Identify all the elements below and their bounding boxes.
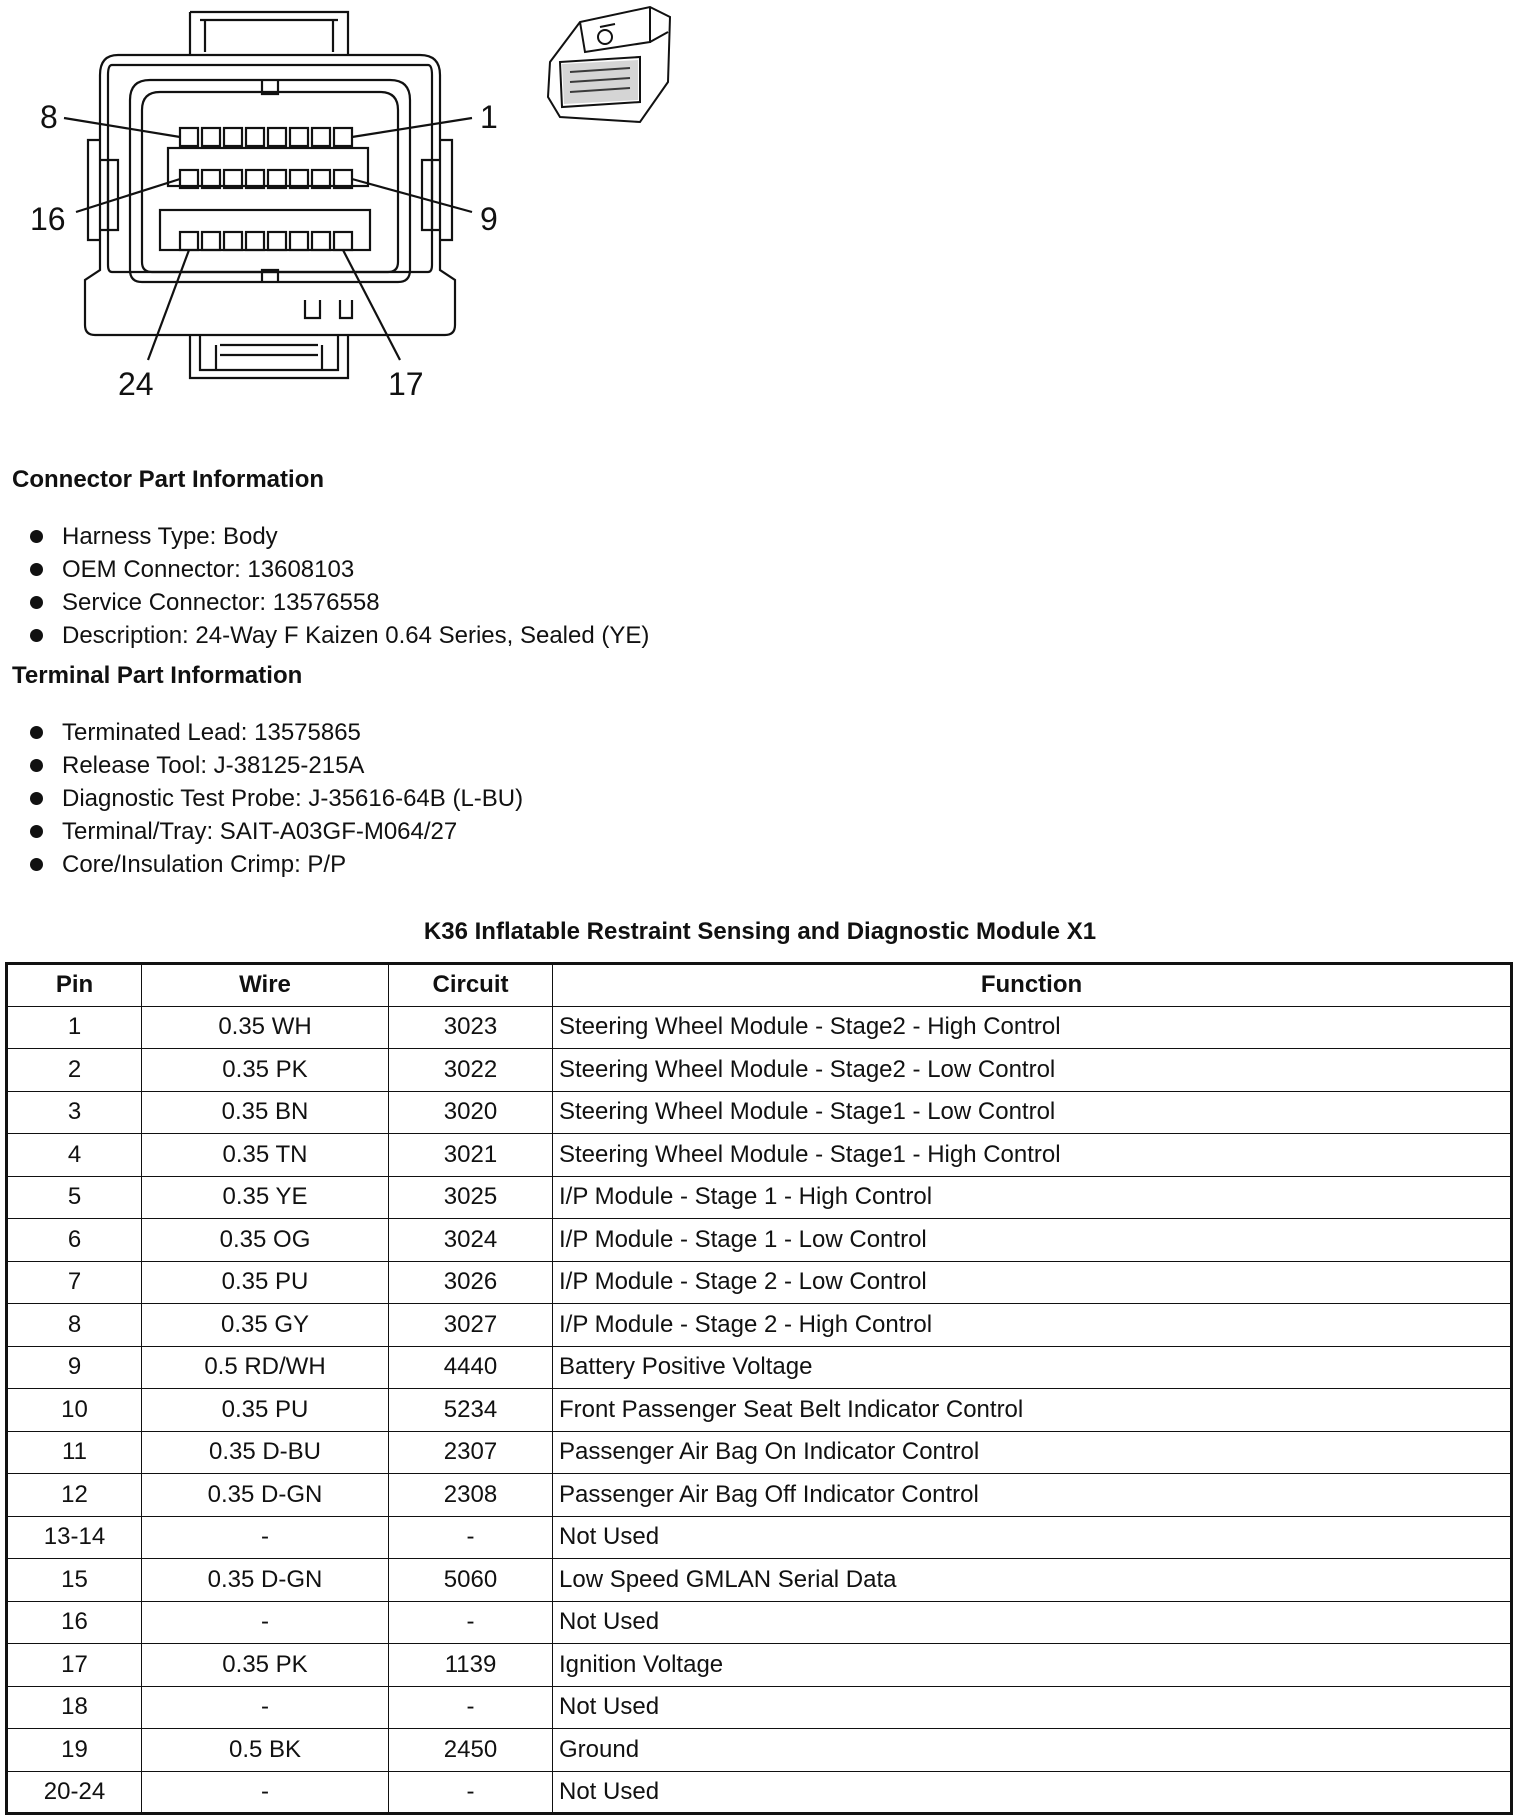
cell-circuit: 1139 [389, 1644, 553, 1687]
list-item-text: Diagnostic Test Probe: J-35616-64B (L-BU) [62, 785, 524, 812]
list-item-text: Description: 24-Way F Kaizen 0.64 Series, Sealed (YE) [62, 622, 650, 649]
cell-circuit: - [389, 1516, 553, 1559]
table-row [7, 1389, 1512, 1432]
pin-label-8: 8 [40, 99, 58, 135]
pinout-table [5, 962, 1513, 1815]
table-row [7, 1431, 1512, 1474]
cell-wire: 0.35 BN [142, 1091, 389, 1134]
cell-circuit: 2307 [389, 1431, 553, 1474]
cell-circuit: 2450 [389, 1729, 553, 1772]
cell-wire: 0.35 WH [142, 1006, 389, 1049]
cell-function: I/P Module - Stage 2 - High Control [553, 1304, 1512, 1347]
cell-wire: - [142, 1686, 389, 1729]
table-row [7, 1261, 1512, 1304]
header-wire: Wire [142, 964, 389, 1007]
pin-label-1: 1 [480, 99, 498, 135]
bullet-icon [30, 825, 43, 838]
cell-function: Ignition Voltage [553, 1644, 1512, 1687]
cell-pin: 15 [7, 1559, 142, 1602]
cell-circuit: 5060 [389, 1559, 553, 1602]
cell-function: Not Used [553, 1771, 1512, 1814]
cell-pin: 3 [7, 1091, 142, 1134]
cell-pin: 16 [7, 1601, 142, 1644]
list-item [28, 586, 649, 619]
cell-pin: 5 [7, 1176, 142, 1219]
cell-circuit: 4440 [389, 1346, 553, 1389]
list-item-text: Terminal/Tray: SAIT-A03GF-M064/27 [62, 818, 458, 845]
cell-wire: - [142, 1516, 389, 1559]
list-item [28, 619, 649, 652]
cell-function: Steering Wheel Module - Stage2 - High Control [553, 1006, 1512, 1049]
bullet-icon [30, 792, 43, 805]
list-item [28, 848, 523, 881]
cell-function: Low Speed GMLAN Serial Data [553, 1559, 1512, 1602]
cell-circuit: - [389, 1771, 553, 1814]
cell-wire: - [142, 1771, 389, 1814]
bullet-icon [30, 563, 43, 576]
cell-function: Not Used [553, 1601, 1512, 1644]
cell-function: Battery Positive Voltage [553, 1346, 1512, 1389]
cell-pin: 19 [7, 1729, 142, 1772]
connector-part-info-title: Connector Part Information [12, 466, 325, 493]
list-item [28, 815, 523, 848]
cell-circuit: 3020 [389, 1091, 553, 1134]
bullet-icon [30, 726, 43, 739]
connector-photo [540, 2, 680, 132]
cell-wire: 0.35 PK [142, 1644, 389, 1687]
cell-circuit: 3026 [389, 1261, 553, 1304]
list-item [28, 520, 649, 553]
table-row [7, 1134, 1512, 1177]
cell-function: I/P Module - Stage 1 - High Control [553, 1176, 1512, 1219]
cell-pin: 20-24 [7, 1771, 142, 1814]
table-row [7, 1346, 1512, 1389]
cell-wire: 0.35 YE [142, 1176, 389, 1219]
cell-wire: 0.35 GY [142, 1304, 389, 1347]
list-item [28, 716, 523, 749]
bullet-icon [30, 596, 43, 609]
bullet-icon [30, 759, 43, 772]
cell-circuit: 3025 [389, 1176, 553, 1219]
cell-circuit: 3024 [389, 1219, 553, 1262]
cell-function: Passenger Air Bag Off Indicator Control [553, 1474, 1512, 1517]
table-row [7, 1601, 1512, 1644]
table-row [7, 1771, 1512, 1814]
terminal-part-info-title: Terminal Part Information [12, 662, 303, 689]
cell-function: Ground [553, 1729, 1512, 1772]
cell-pin: 13-14 [7, 1516, 142, 1559]
cell-pin: 18 [7, 1686, 142, 1729]
list-item-text: Terminated Lead: 13575865 [62, 719, 361, 746]
cell-pin: 11 [7, 1431, 142, 1474]
cell-function: Front Passenger Seat Belt Indicator Control [553, 1389, 1512, 1432]
header-circuit: Circuit [389, 964, 553, 1007]
cell-wire: - [142, 1601, 389, 1644]
terminal-info-list [28, 716, 523, 881]
cell-circuit: 3021 [389, 1134, 553, 1177]
bullet-icon [30, 629, 43, 642]
bullet-icon [30, 530, 43, 543]
cell-wire: 0.35 PU [142, 1261, 389, 1304]
table-row [7, 1219, 1512, 1262]
cell-pin: 10 [7, 1389, 142, 1432]
cell-function: I/P Module - Stage 1 - Low Control [553, 1219, 1512, 1262]
cell-function: Steering Wheel Module - Stage1 - Low Control [553, 1091, 1512, 1134]
cell-pin: 4 [7, 1134, 142, 1177]
pin-label-9: 9 [480, 201, 498, 237]
table-row [7, 1686, 1512, 1729]
list-item-text: OEM Connector: 13608103 [62, 556, 355, 583]
pin-label-24: 24 [118, 366, 154, 402]
cell-pin: 17 [7, 1644, 142, 1687]
list-item-text: Release Tool: J-38125-215A [62, 752, 365, 779]
list-item-text: Core/Insulation Crimp: P/P [62, 851, 347, 878]
list-item [28, 553, 649, 586]
cell-pin: 2 [7, 1049, 142, 1092]
pin-label-17: 17 [388, 366, 424, 402]
cell-wire: 0.35 D-GN [142, 1559, 389, 1602]
cell-wire: 0.35 PK [142, 1049, 389, 1092]
cell-function: I/P Module - Stage 2 - Low Control [553, 1261, 1512, 1304]
table-row [7, 1474, 1512, 1517]
list-item [28, 749, 523, 782]
cell-function: Not Used [553, 1686, 1512, 1729]
cell-wire: 0.5 RD/WH [142, 1346, 389, 1389]
table-header-row [7, 964, 1512, 1007]
table-row [7, 1516, 1512, 1559]
cell-wire: 0.35 D-BU [142, 1431, 389, 1474]
bullet-icon [30, 858, 43, 871]
header-pin: Pin [7, 964, 142, 1007]
cell-pin: 1 [7, 1006, 142, 1049]
cell-circuit: 3023 [389, 1006, 553, 1049]
table-row [7, 1006, 1512, 1049]
cell-function: Steering Wheel Module - Stage1 - High Control [553, 1134, 1512, 1177]
cell-function: Passenger Air Bag On Indicator Control [553, 1431, 1512, 1474]
cell-circuit: 3022 [389, 1049, 553, 1092]
list-item-text: Harness Type: Body [62, 523, 278, 550]
cell-pin: 9 [7, 1346, 142, 1389]
cell-function: Not Used [553, 1516, 1512, 1559]
table-row [7, 1091, 1512, 1134]
table-row [7, 1729, 1512, 1772]
table-row [7, 1049, 1512, 1092]
cell-pin: 7 [7, 1261, 142, 1304]
list-item-text: Service Connector: 13576558 [62, 589, 380, 616]
cell-wire: 0.5 BK [142, 1729, 389, 1772]
connector-face-diagram [0, 0, 540, 410]
header-function: Function [553, 964, 1512, 1007]
table-row [7, 1644, 1512, 1687]
cell-wire: 0.35 TN [142, 1134, 389, 1177]
cell-circuit: - [389, 1686, 553, 1729]
table-row [7, 1559, 1512, 1602]
table-row [7, 1304, 1512, 1347]
table-row [7, 1176, 1512, 1219]
cell-pin: 12 [7, 1474, 142, 1517]
cell-wire: 0.35 OG [142, 1219, 389, 1262]
cell-circuit: 3027 [389, 1304, 553, 1347]
cell-wire: 0.35 D-GN [142, 1474, 389, 1517]
pinout-table-title: K36 Inflatable Restraint Sensing and Diagnostic Module X1 [423, 918, 1097, 945]
cell-circuit: 2308 [389, 1474, 553, 1517]
cell-function: Steering Wheel Module - Stage2 - Low Control [553, 1049, 1512, 1092]
list-item [28, 782, 523, 815]
cell-circuit: 5234 [389, 1389, 553, 1432]
cell-wire: 0.35 PU [142, 1389, 389, 1432]
cell-circuit: - [389, 1601, 553, 1644]
connector-info-list [28, 520, 649, 652]
pin-label-16: 16 [30, 201, 66, 237]
cell-pin: 6 [7, 1219, 142, 1262]
cell-pin: 8 [7, 1304, 142, 1347]
